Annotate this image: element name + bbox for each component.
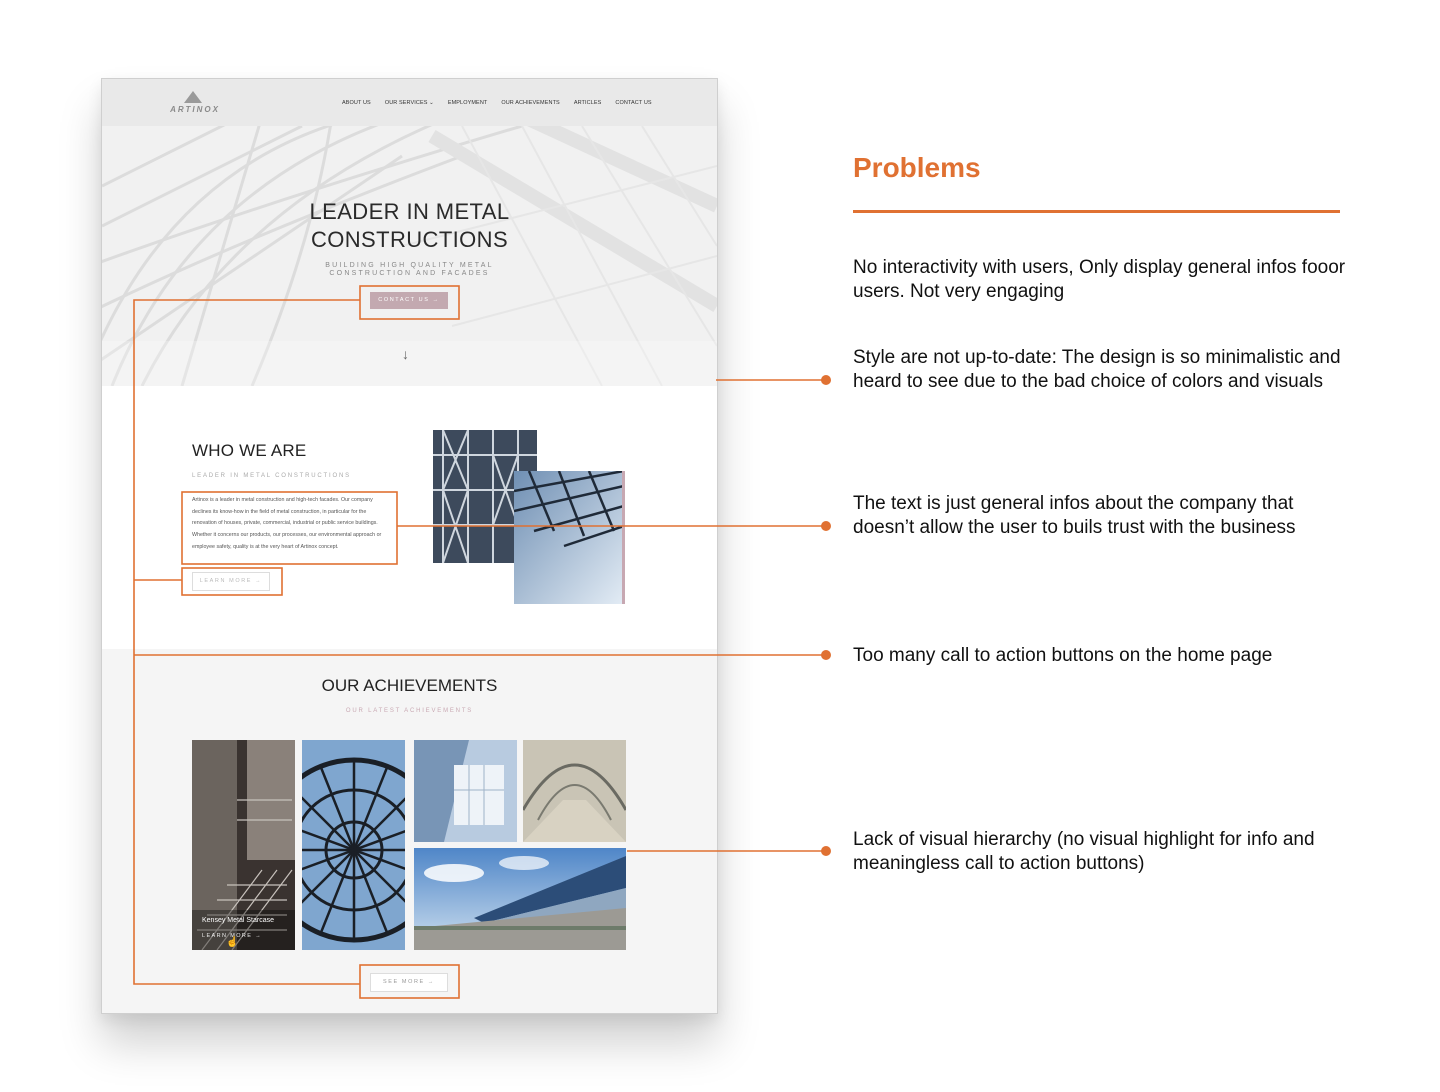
website-mockup [101, 78, 718, 1014]
problem-item: Too many call to action buttons on the home page [853, 645, 1273, 666]
hero-title-line1: LEADER IN METAL [309, 199, 510, 224]
nav-contact-us[interactable]: CONTACT US [615, 100, 652, 106]
hero-section [102, 126, 717, 386]
hero-subtitle-line2: CONSTRUCTION AND FACADES [329, 270, 490, 277]
achievements-title: OUR ACHIEVEMENTS [321, 676, 498, 695]
nav-employment[interactable]: EMPLOYMENT [447, 100, 488, 106]
achievement-tile-walkway[interactable] [523, 740, 626, 842]
tile-learn-more-link[interactable]: LEARN MORE → [202, 933, 263, 939]
connector-dot [821, 375, 831, 385]
problems-title: Problems [853, 152, 981, 183]
logo-text: ARTINOX [170, 105, 220, 114]
achievements-subtitle: OUR LATEST ACHIEVEMENTS [345, 708, 474, 714]
logo[interactable] [164, 91, 226, 117]
accent-bar [622, 471, 625, 604]
learn-more-button[interactable]: LEARN MORE → [192, 572, 270, 591]
top-navbar [102, 79, 717, 126]
connector-dot [821, 846, 831, 856]
connector-dot [821, 521, 831, 531]
hero-title-line2: CONSTRUCTIONS [310, 227, 509, 252]
connector-dot [821, 650, 831, 660]
logo-triangle-icon [184, 91, 202, 103]
achievement-tile-glass-dome[interactable] [302, 740, 405, 950]
arrow-down-icon[interactable]: ↓ [402, 346, 409, 362]
who-we-are-title: WHO WE ARE [192, 441, 307, 460]
nav-our-achievements[interactable]: OUR ACHIEVEMENTS [501, 100, 560, 106]
achievement-tile-terminal[interactable] [414, 848, 626, 950]
nav-about-us[interactable]: ABOUT US [342, 100, 371, 106]
hero-structure-image [102, 126, 717, 386]
problem-item: Lack of visual hierarchy (no visual highlight for info and meaningless call to action buttons) [853, 829, 1315, 874]
problem-item: No interactivity with users, Only display general infos fooor users. Not very engaging [853, 257, 1346, 302]
nav-articles[interactable]: ARTICLES [573, 100, 602, 106]
hero-subtitle [102, 262, 717, 278]
tile-caption: Kensey Metal Starcase [202, 917, 274, 924]
nav-menu [342, 100, 652, 106]
hero-title [102, 198, 717, 254]
hero-subtitle-line1: BUILDING HIGH QUALITY METAL [325, 262, 494, 269]
problem-item: The text is just general infos about the company that doesn’t allow the user to buils trust with the business [853, 493, 1296, 538]
who-we-are-subtitle: LEADER IN METAL CONSTRUCTIONS [192, 473, 351, 479]
achievement-tile-glass-building[interactable] [414, 740, 517, 842]
nav-our-services[interactable]: OUR SERVICES ⌄ [384, 100, 434, 106]
hand-cursor-icon: ☝ [226, 937, 239, 948]
who-we-are-text: Artinox is a leader in metal construction and high-tech facades. Our company declines its know-how in the field of metal construction, in particular for the renovation of houses, private, commercial, industrial or public service buildings. Whether it concerns our products, our processes, our environmental approach or employee safety, quality is at the very heart of Artinox concept. [192, 497, 382, 550]
problem-item: Style are not up-to-date: The design is so minimalistic and heard to see due to the bad choice of colors and visuals [853, 347, 1341, 392]
problems-divider [853, 210, 1340, 213]
glass-roof-image [514, 471, 624, 604]
see-more-button[interactable]: SEE MORE → [370, 973, 448, 992]
contact-us-button[interactable]: CONTACT US → [370, 292, 448, 309]
